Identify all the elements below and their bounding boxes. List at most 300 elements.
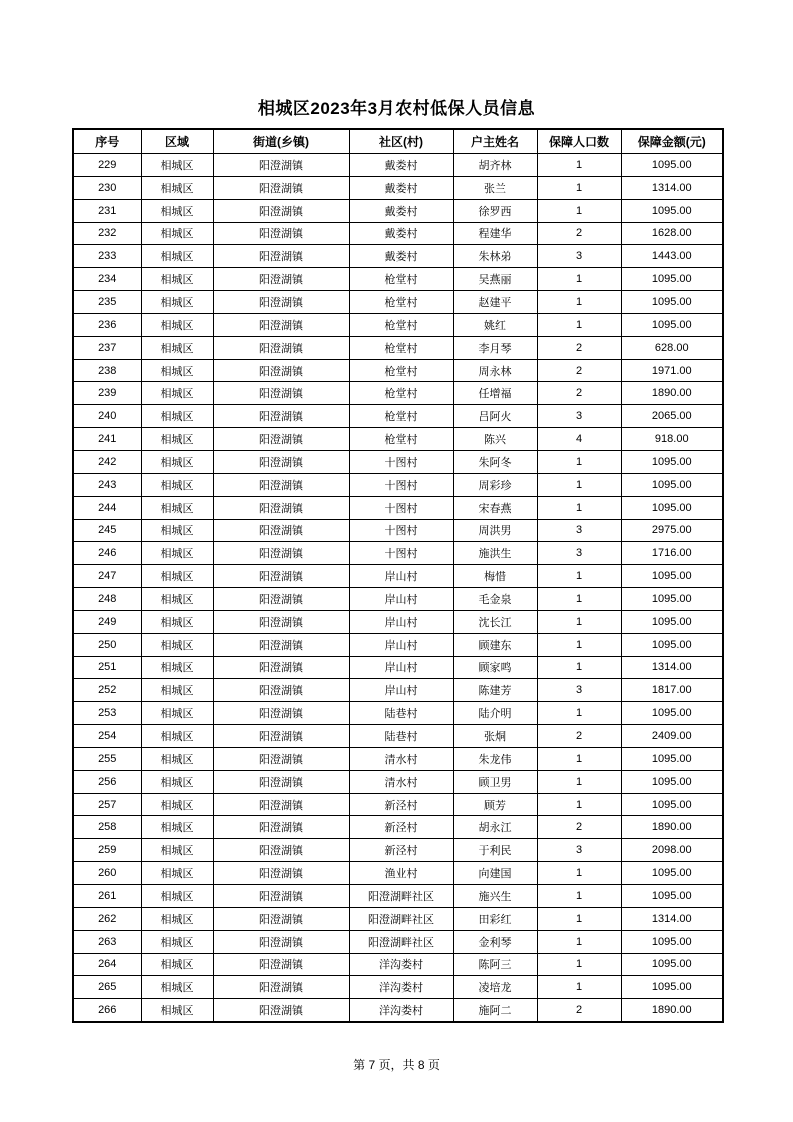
cell-town: 阳澄湖镇 <box>213 268 349 291</box>
cell-town: 阳澄湖镇 <box>213 359 349 382</box>
cell-village: 岸山村 <box>349 610 453 633</box>
cell-amount: 1443.00 <box>621 245 723 268</box>
cell-village: 新泾村 <box>349 793 453 816</box>
cell-head-name: 胡永江 <box>453 816 537 839</box>
cell-town: 阳澄湖镇 <box>213 473 349 496</box>
cell-index: 262 <box>73 907 141 930</box>
cell-town: 阳澄湖镇 <box>213 999 349 1022</box>
cell-village: 枪堂村 <box>349 428 453 451</box>
cell-town: 阳澄湖镇 <box>213 450 349 473</box>
cell-district: 相城区 <box>141 999 213 1022</box>
table-row <box>73 907 723 930</box>
cell-index: 230 <box>73 176 141 199</box>
cell-village: 阳澄湖畔社区 <box>349 907 453 930</box>
table-row <box>73 633 723 656</box>
cell-district: 相城区 <box>141 359 213 382</box>
cell-head-name: 陈建芳 <box>453 679 537 702</box>
cell-amount: 1095.00 <box>621 496 723 519</box>
cell-index: 255 <box>73 747 141 770</box>
cell-town: 阳澄湖镇 <box>213 747 349 770</box>
table-body <box>73 154 723 1023</box>
cell-index: 233 <box>73 245 141 268</box>
cell-village: 洋沟娄村 <box>349 953 453 976</box>
cell-town: 阳澄湖镇 <box>213 588 349 611</box>
cell-head-name: 周彩珍 <box>453 473 537 496</box>
cell-head-name: 施兴生 <box>453 885 537 908</box>
cell-town: 阳澄湖镇 <box>213 496 349 519</box>
table-row <box>73 519 723 542</box>
welfare-table <box>72 128 724 1023</box>
cell-population: 1 <box>537 862 621 885</box>
cell-district: 相城区 <box>141 405 213 428</box>
cell-district: 相城区 <box>141 382 213 405</box>
cell-head-name: 于利民 <box>453 839 537 862</box>
cell-population: 1 <box>537 885 621 908</box>
table-row <box>73 405 723 428</box>
cell-town: 阳澄湖镇 <box>213 291 349 314</box>
cell-amount: 1628.00 <box>621 222 723 245</box>
cell-population: 1 <box>537 176 621 199</box>
cell-amount: 1095.00 <box>621 793 723 816</box>
cell-amount: 628.00 <box>621 336 723 359</box>
cell-district: 相城区 <box>141 176 213 199</box>
column-header-index: 序号 <box>73 129 141 154</box>
cell-population: 1 <box>537 588 621 611</box>
cell-index: 265 <box>73 976 141 999</box>
cell-amount: 1095.00 <box>621 565 723 588</box>
cell-population: 2 <box>537 725 621 748</box>
cell-amount: 2065.00 <box>621 405 723 428</box>
cell-population: 1 <box>537 268 621 291</box>
cell-head-name: 吕阿火 <box>453 405 537 428</box>
table-row <box>73 885 723 908</box>
cell-village: 十图村 <box>349 496 453 519</box>
cell-district: 相城区 <box>141 588 213 611</box>
table-row <box>73 953 723 976</box>
cell-index: 259 <box>73 839 141 862</box>
cell-population: 3 <box>537 839 621 862</box>
cell-district: 相城区 <box>141 862 213 885</box>
cell-town: 阳澄湖镇 <box>213 656 349 679</box>
table-row <box>73 770 723 793</box>
cell-index: 244 <box>73 496 141 519</box>
cell-head-name: 施洪生 <box>453 542 537 565</box>
cell-village: 戴娄村 <box>349 222 453 245</box>
table-row <box>73 725 723 748</box>
cell-district: 相城区 <box>141 542 213 565</box>
cell-town: 阳澄湖镇 <box>213 199 349 222</box>
cell-district: 相城区 <box>141 793 213 816</box>
cell-amount: 1095.00 <box>621 930 723 953</box>
cell-population: 1 <box>537 473 621 496</box>
column-header-amount: 保障金额(元) <box>621 129 723 154</box>
cell-head-name: 陈阿三 <box>453 953 537 976</box>
cell-index: 260 <box>73 862 141 885</box>
cell-amount: 1095.00 <box>621 291 723 314</box>
cell-population: 1 <box>537 953 621 976</box>
cell-town: 阳澄湖镇 <box>213 839 349 862</box>
column-header-population: 保障人口数 <box>537 129 621 154</box>
cell-district: 相城区 <box>141 679 213 702</box>
cell-index: 249 <box>73 610 141 633</box>
cell-village: 十图村 <box>349 519 453 542</box>
table-header <box>73 129 723 154</box>
cell-index: 231 <box>73 199 141 222</box>
cell-head-name: 张兰 <box>453 176 537 199</box>
cell-amount: 1971.00 <box>621 359 723 382</box>
cell-village: 阳澄湖畔社区 <box>349 885 453 908</box>
cell-district: 相城区 <box>141 245 213 268</box>
table-row <box>73 793 723 816</box>
cell-village: 戴娄村 <box>349 176 453 199</box>
cell-population: 2 <box>537 336 621 359</box>
cell-head-name: 田彩红 <box>453 907 537 930</box>
cell-population: 3 <box>537 245 621 268</box>
cell-population: 1 <box>537 770 621 793</box>
cell-head-name: 沈长江 <box>453 610 537 633</box>
cell-population: 1 <box>537 199 621 222</box>
cell-index: 245 <box>73 519 141 542</box>
cell-village: 枪堂村 <box>349 405 453 428</box>
column-header-village: 社区(村) <box>349 129 453 154</box>
table-row <box>73 199 723 222</box>
cell-population: 4 <box>537 428 621 451</box>
cell-district: 相城区 <box>141 222 213 245</box>
cell-village: 阳澄湖畔社区 <box>349 930 453 953</box>
cell-population: 3 <box>537 542 621 565</box>
table-row <box>73 610 723 633</box>
cell-town: 阳澄湖镇 <box>213 542 349 565</box>
cell-index: 258 <box>73 816 141 839</box>
table-row <box>73 702 723 725</box>
cell-village: 岸山村 <box>349 588 453 611</box>
cell-district: 相城区 <box>141 976 213 999</box>
cell-district: 相城区 <box>141 565 213 588</box>
cell-population: 1 <box>537 291 621 314</box>
cell-district: 相城区 <box>141 633 213 656</box>
table-row <box>73 313 723 336</box>
cell-town: 阳澄湖镇 <box>213 930 349 953</box>
cell-village: 新泾村 <box>349 816 453 839</box>
cell-population: 2 <box>537 382 621 405</box>
cell-head-name: 周永林 <box>453 359 537 382</box>
cell-district: 相城区 <box>141 702 213 725</box>
cell-index: 242 <box>73 450 141 473</box>
cell-district: 相城区 <box>141 770 213 793</box>
cell-index: 264 <box>73 953 141 976</box>
cell-index: 257 <box>73 793 141 816</box>
cell-population: 2 <box>537 222 621 245</box>
table-row <box>73 588 723 611</box>
cell-head-name: 朱林弟 <box>453 245 537 268</box>
cell-village: 枪堂村 <box>349 336 453 359</box>
cell-district: 相城区 <box>141 725 213 748</box>
cell-population: 1 <box>537 610 621 633</box>
cell-district: 相城区 <box>141 428 213 451</box>
cell-district: 相城区 <box>141 519 213 542</box>
cell-head-name: 陆介明 <box>453 702 537 725</box>
cell-amount: 1716.00 <box>621 542 723 565</box>
cell-amount: 1095.00 <box>621 610 723 633</box>
cell-town: 阳澄湖镇 <box>213 770 349 793</box>
table-row <box>73 176 723 199</box>
column-header-town: 街道(乡镇) <box>213 129 349 154</box>
cell-head-name: 凌培龙 <box>453 976 537 999</box>
cell-district: 相城区 <box>141 450 213 473</box>
cell-village: 清水村 <box>349 770 453 793</box>
cell-amount: 1095.00 <box>621 702 723 725</box>
table-row <box>73 473 723 496</box>
cell-town: 阳澄湖镇 <box>213 222 349 245</box>
cell-population: 1 <box>537 747 621 770</box>
cell-district: 相城区 <box>141 496 213 519</box>
cell-village: 洋沟娄村 <box>349 999 453 1022</box>
cell-head-name: 金利琴 <box>453 930 537 953</box>
cell-amount: 1314.00 <box>621 907 723 930</box>
cell-head-name: 吴燕丽 <box>453 268 537 291</box>
cell-index: 266 <box>73 999 141 1022</box>
cell-district: 相城区 <box>141 291 213 314</box>
cell-town: 阳澄湖镇 <box>213 405 349 428</box>
column-header-district: 区域 <box>141 129 213 154</box>
cell-amount: 1890.00 <box>621 382 723 405</box>
table-row <box>73 930 723 953</box>
cell-population: 1 <box>537 702 621 725</box>
cell-amount: 1095.00 <box>621 268 723 291</box>
cell-index: 229 <box>73 154 141 177</box>
cell-head-name: 周洪男 <box>453 519 537 542</box>
cell-head-name: 胡齐林 <box>453 154 537 177</box>
cell-amount: 1095.00 <box>621 770 723 793</box>
cell-head-name: 任增福 <box>453 382 537 405</box>
cell-village: 枪堂村 <box>349 268 453 291</box>
table-row <box>73 291 723 314</box>
cell-index: 232 <box>73 222 141 245</box>
cell-village: 枪堂村 <box>349 382 453 405</box>
cell-village: 岸山村 <box>349 565 453 588</box>
cell-population: 2 <box>537 359 621 382</box>
cell-population: 1 <box>537 656 621 679</box>
cell-town: 阳澄湖镇 <box>213 336 349 359</box>
cell-village: 洋沟娄村 <box>349 976 453 999</box>
cell-population: 1 <box>537 907 621 930</box>
cell-population: 1 <box>537 633 621 656</box>
cell-town: 阳澄湖镇 <box>213 725 349 748</box>
cell-head-name: 施阿二 <box>453 999 537 1022</box>
cell-district: 相城区 <box>141 199 213 222</box>
cell-amount: 1095.00 <box>621 953 723 976</box>
cell-population: 3 <box>537 519 621 542</box>
cell-index: 236 <box>73 313 141 336</box>
cell-district: 相城区 <box>141 313 213 336</box>
cell-district: 相城区 <box>141 336 213 359</box>
cell-amount: 1890.00 <box>621 999 723 1022</box>
cell-index: 251 <box>73 656 141 679</box>
cell-head-name: 宋春燕 <box>453 496 537 519</box>
cell-index: 240 <box>73 405 141 428</box>
cell-village: 十图村 <box>349 542 453 565</box>
cell-index: 246 <box>73 542 141 565</box>
cell-head-name: 朱龙伟 <box>453 747 537 770</box>
cell-amount: 1095.00 <box>621 154 723 177</box>
cell-population: 1 <box>537 976 621 999</box>
cell-population: 1 <box>537 313 621 336</box>
cell-town: 阳澄湖镇 <box>213 313 349 336</box>
cell-amount: 1314.00 <box>621 176 723 199</box>
cell-index: 253 <box>73 702 141 725</box>
cell-amount: 1095.00 <box>621 747 723 770</box>
cell-head-name: 李月琴 <box>453 336 537 359</box>
cell-village: 岸山村 <box>349 679 453 702</box>
cell-index: 248 <box>73 588 141 611</box>
cell-index: 237 <box>73 336 141 359</box>
cell-population: 3 <box>537 405 621 428</box>
cell-district: 相城区 <box>141 816 213 839</box>
cell-index: 239 <box>73 382 141 405</box>
table-row <box>73 450 723 473</box>
table-row <box>73 542 723 565</box>
cell-amount: 1095.00 <box>621 473 723 496</box>
cell-town: 阳澄湖镇 <box>213 154 349 177</box>
cell-index: 261 <box>73 885 141 908</box>
cell-district: 相城区 <box>141 268 213 291</box>
cell-village: 新泾村 <box>349 839 453 862</box>
cell-head-name: 梅惜 <box>453 565 537 588</box>
column-header-head-name: 户主姓名 <box>453 129 537 154</box>
cell-village: 戴娄村 <box>349 245 453 268</box>
cell-town: 阳澄湖镇 <box>213 428 349 451</box>
cell-village: 戴娄村 <box>349 199 453 222</box>
cell-amount: 1314.00 <box>621 656 723 679</box>
page-title: 相城区2023年3月农村低保人员信息 <box>257 99 536 118</box>
cell-population: 2 <box>537 999 621 1022</box>
table-row <box>73 222 723 245</box>
cell-amount: 2975.00 <box>621 519 723 542</box>
table-row <box>73 679 723 702</box>
cell-index: 234 <box>73 268 141 291</box>
cell-head-name: 徐罗西 <box>453 199 537 222</box>
cell-population: 1 <box>537 793 621 816</box>
cell-town: 阳澄湖镇 <box>213 885 349 908</box>
page-number-footer: 第 7 页，共 8 页 <box>353 1058 440 1072</box>
cell-head-name: 顾建东 <box>453 633 537 656</box>
cell-population: 1 <box>537 496 621 519</box>
cell-index: 263 <box>73 930 141 953</box>
cell-head-name: 陈兴 <box>453 428 537 451</box>
cell-head-name: 朱阿冬 <box>453 450 537 473</box>
cell-index: 250 <box>73 633 141 656</box>
cell-village: 戴娄村 <box>349 154 453 177</box>
cell-district: 相城区 <box>141 656 213 679</box>
cell-district: 相城区 <box>141 610 213 633</box>
cell-town: 阳澄湖镇 <box>213 793 349 816</box>
cell-index: 252 <box>73 679 141 702</box>
cell-population: 1 <box>537 450 621 473</box>
cell-amount: 1817.00 <box>621 679 723 702</box>
cell-village: 十图村 <box>349 450 453 473</box>
cell-town: 阳澄湖镇 <box>213 862 349 885</box>
cell-head-name: 顾家鸣 <box>453 656 537 679</box>
cell-population: 1 <box>537 154 621 177</box>
table-row <box>73 839 723 862</box>
cell-amount: 1890.00 <box>621 816 723 839</box>
cell-village: 枪堂村 <box>349 359 453 382</box>
cell-population: 2 <box>537 816 621 839</box>
cell-population: 3 <box>537 679 621 702</box>
cell-amount: 1095.00 <box>621 885 723 908</box>
cell-amount: 2409.00 <box>621 725 723 748</box>
cell-village: 岸山村 <box>349 656 453 679</box>
cell-head-name: 毛金泉 <box>453 588 537 611</box>
cell-head-name: 程建华 <box>453 222 537 245</box>
cell-town: 阳澄湖镇 <box>213 702 349 725</box>
cell-index: 238 <box>73 359 141 382</box>
table-row <box>73 245 723 268</box>
cell-town: 阳澄湖镇 <box>213 610 349 633</box>
cell-town: 阳澄湖镇 <box>213 382 349 405</box>
cell-index: 254 <box>73 725 141 748</box>
cell-town: 阳澄湖镇 <box>213 633 349 656</box>
cell-village: 陆巷村 <box>349 702 453 725</box>
cell-head-name: 顾芳 <box>453 793 537 816</box>
cell-district: 相城区 <box>141 154 213 177</box>
cell-index: 256 <box>73 770 141 793</box>
cell-district: 相城区 <box>141 953 213 976</box>
cell-amount: 1095.00 <box>621 313 723 336</box>
cell-district: 相城区 <box>141 747 213 770</box>
cell-index: 247 <box>73 565 141 588</box>
table-row <box>73 565 723 588</box>
cell-head-name: 向建国 <box>453 862 537 885</box>
cell-amount: 1095.00 <box>621 633 723 656</box>
table-row <box>73 816 723 839</box>
cell-town: 阳澄湖镇 <box>213 679 349 702</box>
cell-village: 岸山村 <box>349 633 453 656</box>
cell-town: 阳澄湖镇 <box>213 816 349 839</box>
cell-town: 阳澄湖镇 <box>213 953 349 976</box>
cell-village: 渔业村 <box>349 862 453 885</box>
table-row <box>73 359 723 382</box>
table-row <box>73 268 723 291</box>
table-row <box>73 382 723 405</box>
table-row <box>73 976 723 999</box>
cell-head-name: 顾卫男 <box>453 770 537 793</box>
cell-village: 枪堂村 <box>349 291 453 314</box>
cell-town: 阳澄湖镇 <box>213 565 349 588</box>
cell-district: 相城区 <box>141 885 213 908</box>
cell-town: 阳澄湖镇 <box>213 907 349 930</box>
table-row <box>73 747 723 770</box>
cell-amount: 1095.00 <box>621 588 723 611</box>
cell-amount: 1095.00 <box>621 199 723 222</box>
cell-district: 相城区 <box>141 473 213 496</box>
cell-index: 235 <box>73 291 141 314</box>
cell-amount: 918.00 <box>621 428 723 451</box>
cell-village: 陆巷村 <box>349 725 453 748</box>
cell-district: 相城区 <box>141 907 213 930</box>
cell-village: 十图村 <box>349 473 453 496</box>
table-row <box>73 154 723 177</box>
table-row <box>73 428 723 451</box>
cell-index: 243 <box>73 473 141 496</box>
cell-population: 1 <box>537 565 621 588</box>
cell-head-name: 姚红 <box>453 313 537 336</box>
table-row <box>73 999 723 1022</box>
table-row <box>73 496 723 519</box>
table-row <box>73 862 723 885</box>
cell-village: 清水村 <box>349 747 453 770</box>
cell-village: 枪堂村 <box>349 313 453 336</box>
